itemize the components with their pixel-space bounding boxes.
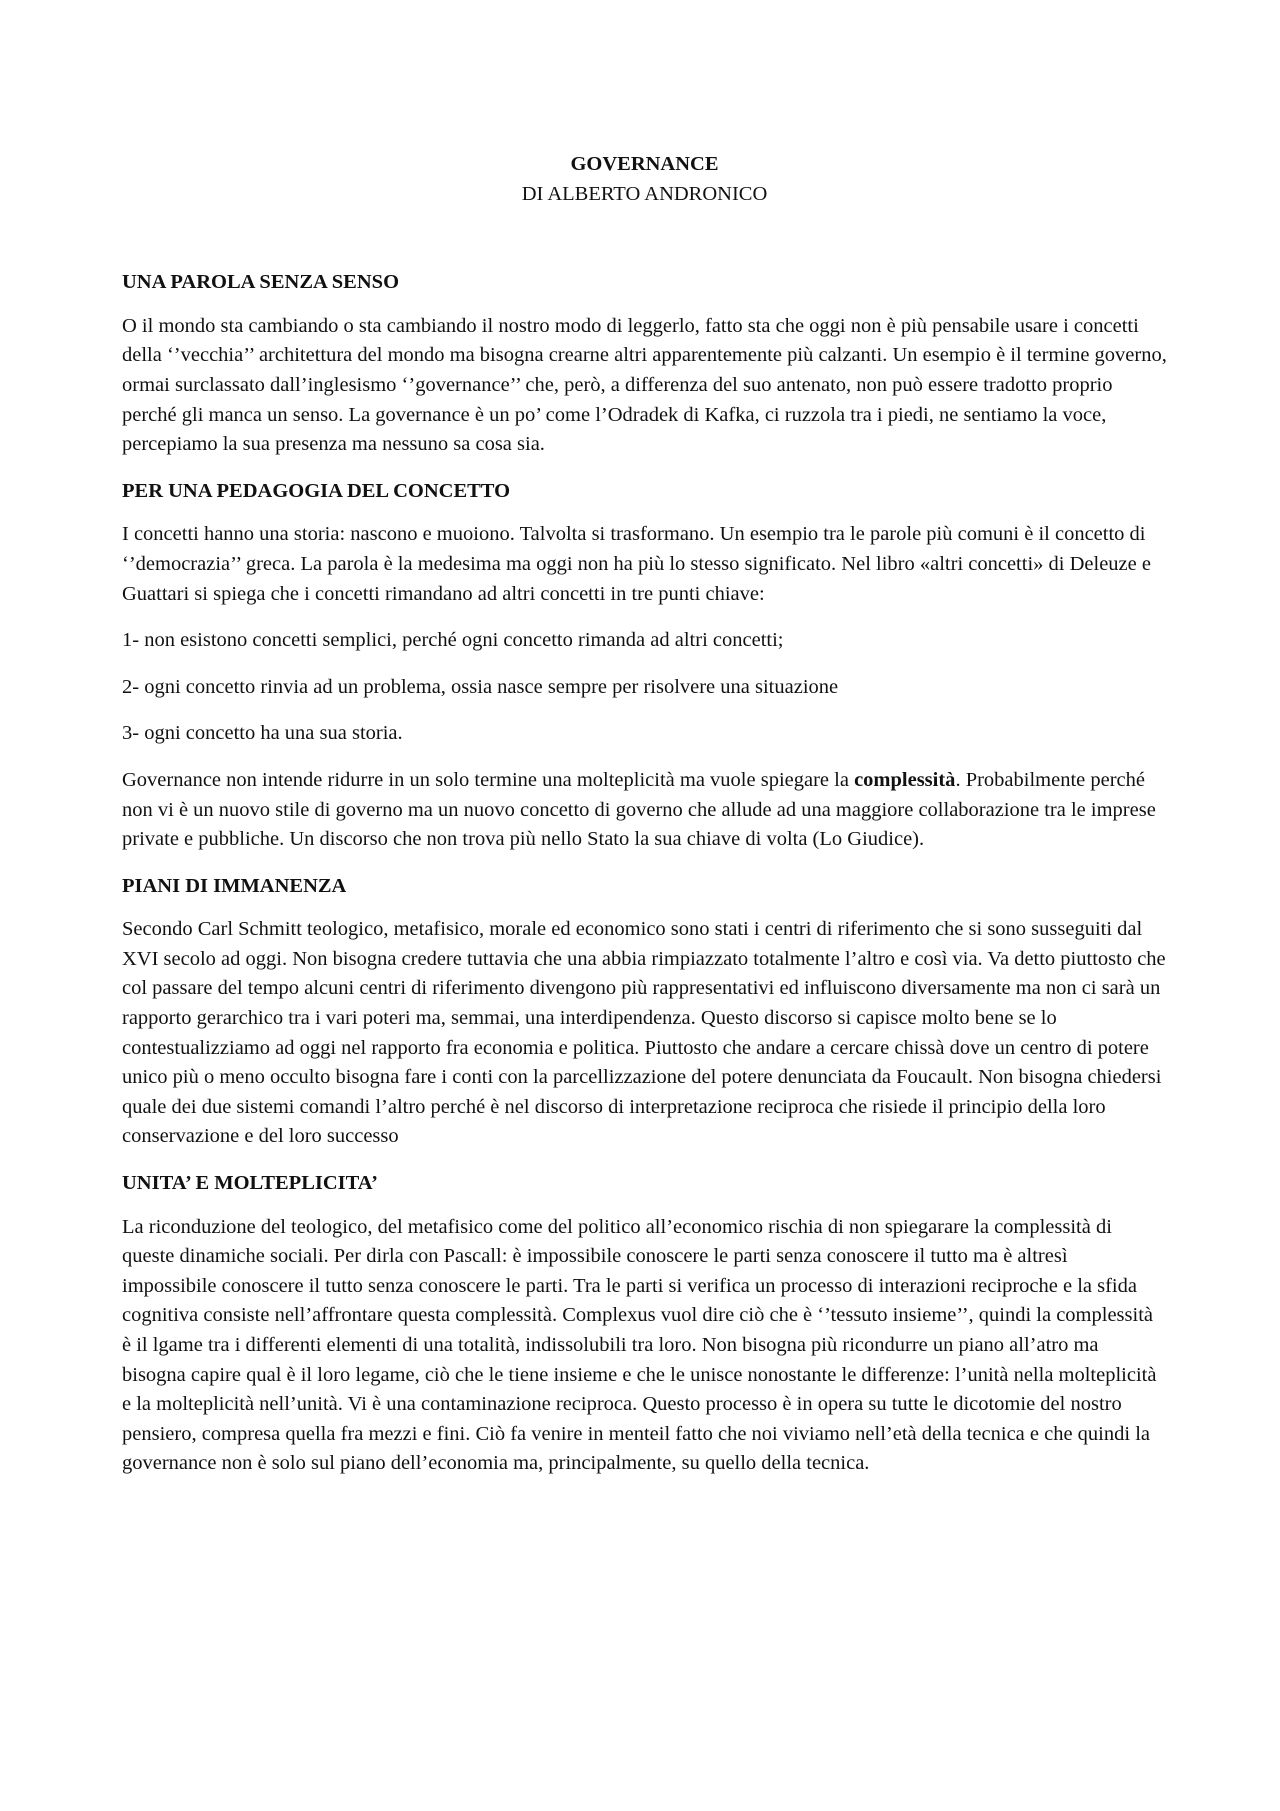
emphasized-term: complessità [854,768,956,791]
list-item: 3- ogni concetto ha una sua storia. [122,722,403,745]
text-run: Governance non intende ridurre in un solo termine una molteplicità ma vuole spiegare la [122,768,855,791]
document-author: DI ALBERTO ANDRONICO [521,182,768,205]
title-block [122,150,1167,209]
list-item: 1- non esistono concetti semplici, perché ogni concetto rimanda ad altri concetti; [122,629,784,652]
document-title: GOVERNANCE [570,153,719,175]
section-heading: UNA PAROLA SENZA SENSO [122,271,400,294]
document-page [122,150,1167,1496]
paragraph: O il mondo sta cambiando o sta cambiando il nostro modo di leggerlo, fatto sta che oggi non è più pensabile usare i concetti della ‘’vecchia’’ architettura del mondo ma bisogna crearne altri apparentemente più calzanti. Un esempio è il termine governo, ormai surclassato dall’inglesismo ‘’governance’’ che, però, a differenza del suo antenato, non può essere tradotto proprio perché gli manca un senso. La governance è un po’ come l’Odradek di Kafka, ci ruzzola tra i piedi, ne sentiamo la voce, percepiamo la sua presenza ma nessuno sa cosa sia. [122,314,1167,456]
section-heading: PIANI DI IMMANENZA [122,874,347,897]
paragraph: Secondo Carl Schmitt teologico, metafisico, morale ed economico sono stati i centri di riferimento che si sono susseguiti dal XVI secolo ad oggi. Non bisogna credere tuttavia che una abbia rimpiazzato totalmente l’altro e così via. Va detto piuttosto che col passare del tempo alcuni centri di riferimento divengono più rappresentativi ed influiscono diversamente ma non ci sarà un rapporto gerarchico tra i vari poteri ma, semmai, una interdipendenza. Questo discorso si capisce molto bene se lo contestualizziamo ad oggi nel rapporto fra economia e politica. Piuttosto che andare a cercare chissà dove un centro di potere unico più o meno occulto bisogna fare i conti con la parcellizzazione del potere denunciata da Foucault. Non bisogna chiedersi quale dei due sistemi comandi l’altro perché è nel discorso di interpretazione reciproca che risiede il principio della loro conservazione e del loro successo [122,918,1166,1148]
paragraph [122,766,1167,855]
section-unita-e-molteplicita [122,1169,1167,1479]
text-run: . Probabilmente perché non vi è un nuovo stile di governo ma un nuovo concetto di governo che allude ad una maggiore collaborazione tra le imprese private e pubbliche. Un discorso che non trova più nello Stato la sua chiave di volta (Lo Giudice). [122,768,1156,851]
section-heading: UNITA’ E MOLTEPLICITA’ [122,1172,378,1195]
section-heading: PER UNA PEDAGOGIA DEL CONCETTO [122,479,511,502]
section-una-parola-senza-senso [122,268,1167,460]
paragraph: La riconduzione del teologico, del metafisico come del politico all’economico rischia di non spiegarare la complessità di queste dinamiche sociali. Per dirla con Pascall: è impossibile conoscere le parti senza conoscere il tutto ma è altresì impossibile conoscere il tutto senza conoscere le parti. Tra le parti si verifica un processo di interazioni reciproche e la sfida cognitiva consiste nell’affrontare questa complessità. Complexus vuol dire ciò che è ‘’tessuto insieme’’, quindi la complessità è il lgame tra i differenti elementi di una totalità, indissolubili tra loro. Non bisogna più ricondurre un piano all’atro ma bisogna capire qual è il loro legame, ciò che le tiene insieme e che le unisce nonostante le differenze: l’unità nella molteplicità e la molteplicità nell’unità. Vi è una contaminazione reciproca. Questo processo è in opera su tutte le dicotomie del nostro pensiero, compresa quella fra mezzi e fini. Ciò fa venire in menteil fatto che noi viviamo nell’età della tecnica e che quindi la governance non è solo sul piano dell’economia ma, principalmente, su quello della tecnica. [122,1215,1157,1475]
section-per-una-pedagogia-del-concetto [122,477,1167,855]
list-item: 2- ogni concetto rinvia ad un problema, ossia nasce sempre per risolvere una situazione [122,675,839,698]
paragraph: I concetti hanno una storia: nascono e muoiono. Talvolta si trasformano. Un esempio tra le parole più comuni è il concetto di ‘’democrazia’’ greca. La parola è la medesima ma oggi non ha più lo stesso significato. Nel libro «altri concetti» di Deleuze e Guattari si spiega che i concetti rimandano ad altri concetti in tre punti chiave: [122,523,1151,605]
section-piani-di-immanenza [122,872,1167,1152]
